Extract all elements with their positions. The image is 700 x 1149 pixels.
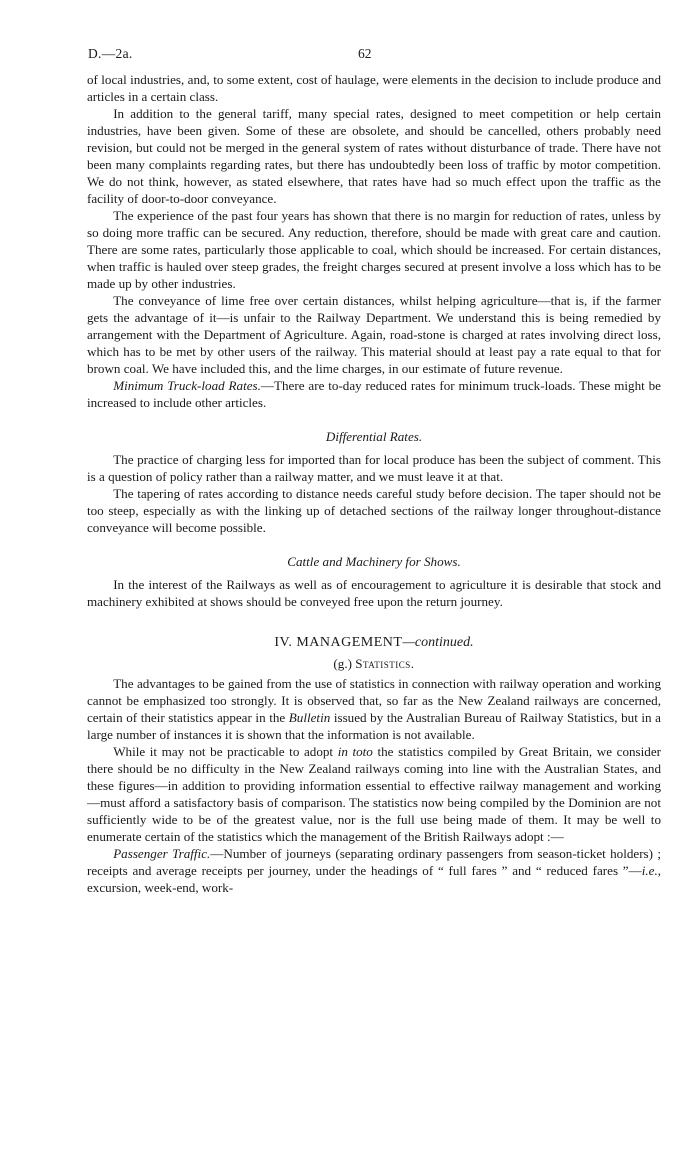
paragraph-text: —Number of journeys (separating ordinary passengers from season-ticket holders) ; receipts and average receipts per journey, under the headings of “ full fares ” and “ reduced fares ”— [87,846,662,878]
run-in-heading: Passenger Traffic. [113,846,211,861]
section-continued: —continued. [402,635,474,650]
page-number: 62 [358,46,372,61]
italic-run: in toto [337,744,373,759]
paragraph-minimum-truck-load [87,377,661,411]
paragraph-experience: The experience of the past four years has shown that there is no margin for reduction of rates, unless by so doing more traffic can be secured. Any reduction, therefore, should be made with great care and caution. There are some rates, particularly those applicable to coal, which should be increased. For certain distances, when traffic is hauled over steep grades, the freight charges secured at present involve a loss which has to be made up by other industries. [87,208,661,291]
italic-run: i.e. [641,863,658,878]
paragraph-statistics-advantages: The advantages to be gained from the use of statistics in connection with railway operation and working cannot be emphasized too strongly. It is observed that, so far as the New Zealand railways are concerned, certain of their statistics appear in the Bulletin issued by the Australian Bureau of Railway Statistics, but in a large number of instances it is shown that the information is not available. [87,676,661,742]
page-body [87,71,661,896]
subsection-label: (g.) [333,656,352,671]
section-title: IV. MANAGEMENT [274,635,403,650]
paragraph-continuation: of local industries, and, to some extent, cost of haulage, were elements in the decision to include produce and articles in a certain class. [87,72,661,104]
paragraph-text: —There are to-day reduced rates for minimum truck-loads. These might be increased to include other articles. [87,378,661,410]
paragraph-shows: In the interest of the Railways as well as of encouragement to agriculture it is desirable that stock and machinery exhibited at shows should be conveyed free upon the return journey. [87,577,661,609]
paragraph-special-rates: In addition to the general tariff, many special rates, designed to meet competition or help certain industries, have been given. Some of these are obsolete, and should be cancelled, others probably need revision, but could not be merged in the general system of rates without disturbance of trade. There have not been many complaints regarding rates, but there has undoubtedly been loss of traffic by motor competition. We do not think, however, as stated elsewhere, that rates have had so much effect upon the traffic as the facility of door-to-door conveyance. [87,106,661,206]
text-run: the statistics compiled by Great Britain, we consider there should be no difficulty in the New Zealand railways coming into line with the Australian States, and these figures—in addition to providing information essential to effective railway management and working—must afford a satisfactory basis of comparison. The statistics now being compiled by the Dominion are not sufficiently wide to be of the greatest value, nor is the full use being made of them. It may be well to enumerate certain of the statistics which the management of the British Railways adopt :— [87,744,662,844]
page-header [88,46,660,66]
paragraph-tapering-rates: The tapering of rates according to distance needs careful study before decision. The taper should not be too steep, especially as with the linking up of detached sections of the railway longer throughout-distance conveyance will become possible. [87,486,661,535]
paragraph-passenger-traffic [87,845,661,896]
subsection-title: Statistics. [355,656,415,671]
text-run: While it may not be practicable to adopt [113,744,338,759]
paragraph-imported-produce: The practice of charging less for imported than for local produce has been the subject of comment. This is a question of policy rather than a railway matter, and we must leave it at that. [87,452,661,484]
run-in-heading: Minimum Truck-load Rates. [113,378,261,393]
paragraph-text: , excursion, week-end, work- [87,863,661,895]
subsection-heading [87,655,661,672]
heading-differential-rates: Differential Rates. [325,429,423,444]
paragraph-in-toto [87,743,661,845]
heading-cattle-machinery: Cattle and Machinery for Shows. [287,554,461,569]
section-heading [87,634,661,651]
paragraph-lime-conveyance: The conveyance of lime free over certain distances, whilst helping agriculture—that is, if the farmer gets the advantage of it—is unfair to the Railway Department. We understand this is being remedied by arrangement with the Department of Agriculture. Again, road-stone is charged at rates involving direct loss, which has to be met by other users of the railway. This material should at least pay a rate equal to that for brown coal. We have included this, and the lime charges, in our estimate of future revenue. [87,293,661,376]
document-reference: D.—2a. [88,46,133,61]
